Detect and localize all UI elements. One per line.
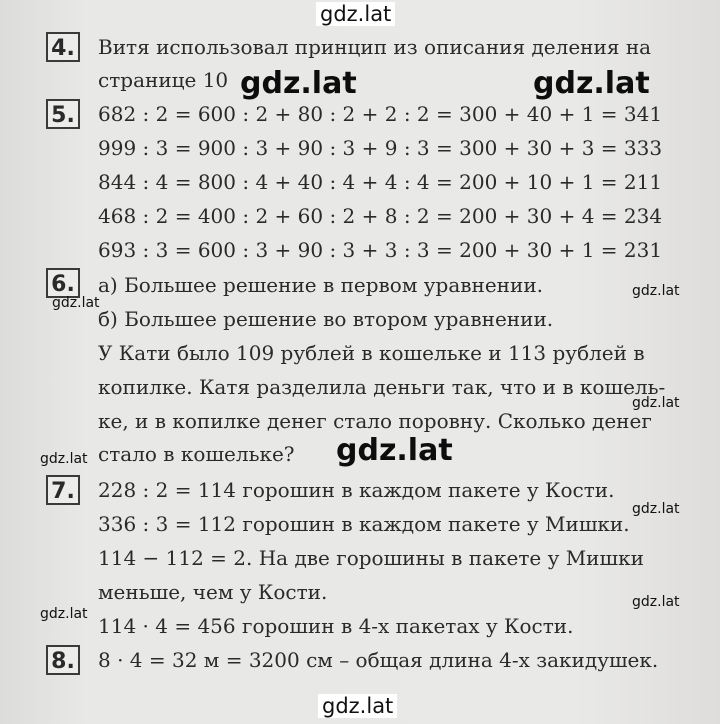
task-4-line-2: странице 10	[98, 68, 229, 92]
task-7-line-1: 228 : 2 = 114 горошин в каждом пакете у Кости.	[98, 478, 615, 502]
task-7-line-3: 114 − 112 = 2. На две горошины в пакете у Мишки	[98, 546, 644, 570]
watermark-bottom: gdz.lat	[318, 694, 397, 718]
watermark-small: gdz.lat	[632, 395, 680, 411]
watermark-big-center: gdz.lat	[336, 433, 453, 468]
task-5-line-5: 693 : 3 = 600 : 3 + 90 : 3 + 3 : 3 = 200 + 30 + 1 = 231	[98, 238, 663, 262]
watermark-small: gdz.lat	[40, 606, 88, 622]
task-7-line-2: 336 : 3 = 112 горошин в каждом пакете у Мишки.	[98, 512, 630, 536]
watermark-small: gdz.lat	[632, 501, 680, 517]
task-6-line-2: б) Большее решение во втором уравнении.	[98, 307, 554, 331]
watermark-small: gdz.lat	[632, 594, 680, 610]
task-number-5: 5.	[46, 99, 80, 129]
watermark-small: gdz.lat	[632, 283, 680, 299]
task-5-line-1: 682 : 2 = 600 : 2 + 80 : 2 + 2 : 2 = 300 + 40 + 1 = 341	[98, 102, 663, 126]
task-number-4: 4.	[46, 32, 80, 62]
task-5-line-4: 468 : 2 = 400 : 2 + 60 : 2 + 8 : 2 = 200 + 30 + 4 = 234	[98, 204, 663, 228]
watermark-top: gdz.lat	[316, 2, 395, 26]
watermark-small: gdz.lat	[40, 451, 88, 467]
task-6-line-3: У Кати было 109 рублей в кошельке и 113 рублей в	[98, 341, 645, 365]
task-6-line-4: копилке. Катя разделила деньги так, что и в кошель-	[98, 375, 666, 399]
task-7-line-5: 114 · 4 = 456 горошин в 4-х пакетах у Кости.	[98, 614, 574, 638]
task-number-8: 8.	[46, 645, 80, 675]
task-6-line-6: стало в кошельке?	[98, 442, 295, 466]
task-number-7: 7.	[46, 475, 80, 505]
task-number-6: 6.	[46, 268, 80, 298]
task-5-line-3: 844 : 4 = 800 : 4 + 40 : 4 + 4 : 4 = 200 + 10 + 1 = 211	[98, 170, 663, 194]
task-8-line-1: 8 · 4 = 32 м = 3200 см – общая длина 4-х закидушек.	[98, 648, 659, 672]
task-7-line-4: меньше, чем у Кости.	[98, 580, 328, 604]
task-4-line-1: Витя использовал принцип из описания деления на	[98, 35, 652, 59]
task-6-line-1: а) Большее решение в первом уравнении.	[98, 273, 544, 297]
task-6-line-5: ке, и в копилке денег стало поровну. Сколько денег	[98, 409, 652, 433]
watermark-big-right: gdz.lat	[533, 66, 650, 101]
task-5-line-2: 999 : 3 = 900 : 3 + 90 : 3 + 9 : 3 = 300 + 30 + 3 = 333	[98, 136, 663, 160]
watermark-small: gdz.lat	[52, 295, 100, 311]
watermark-big-left: gdz.lat	[240, 66, 357, 101]
